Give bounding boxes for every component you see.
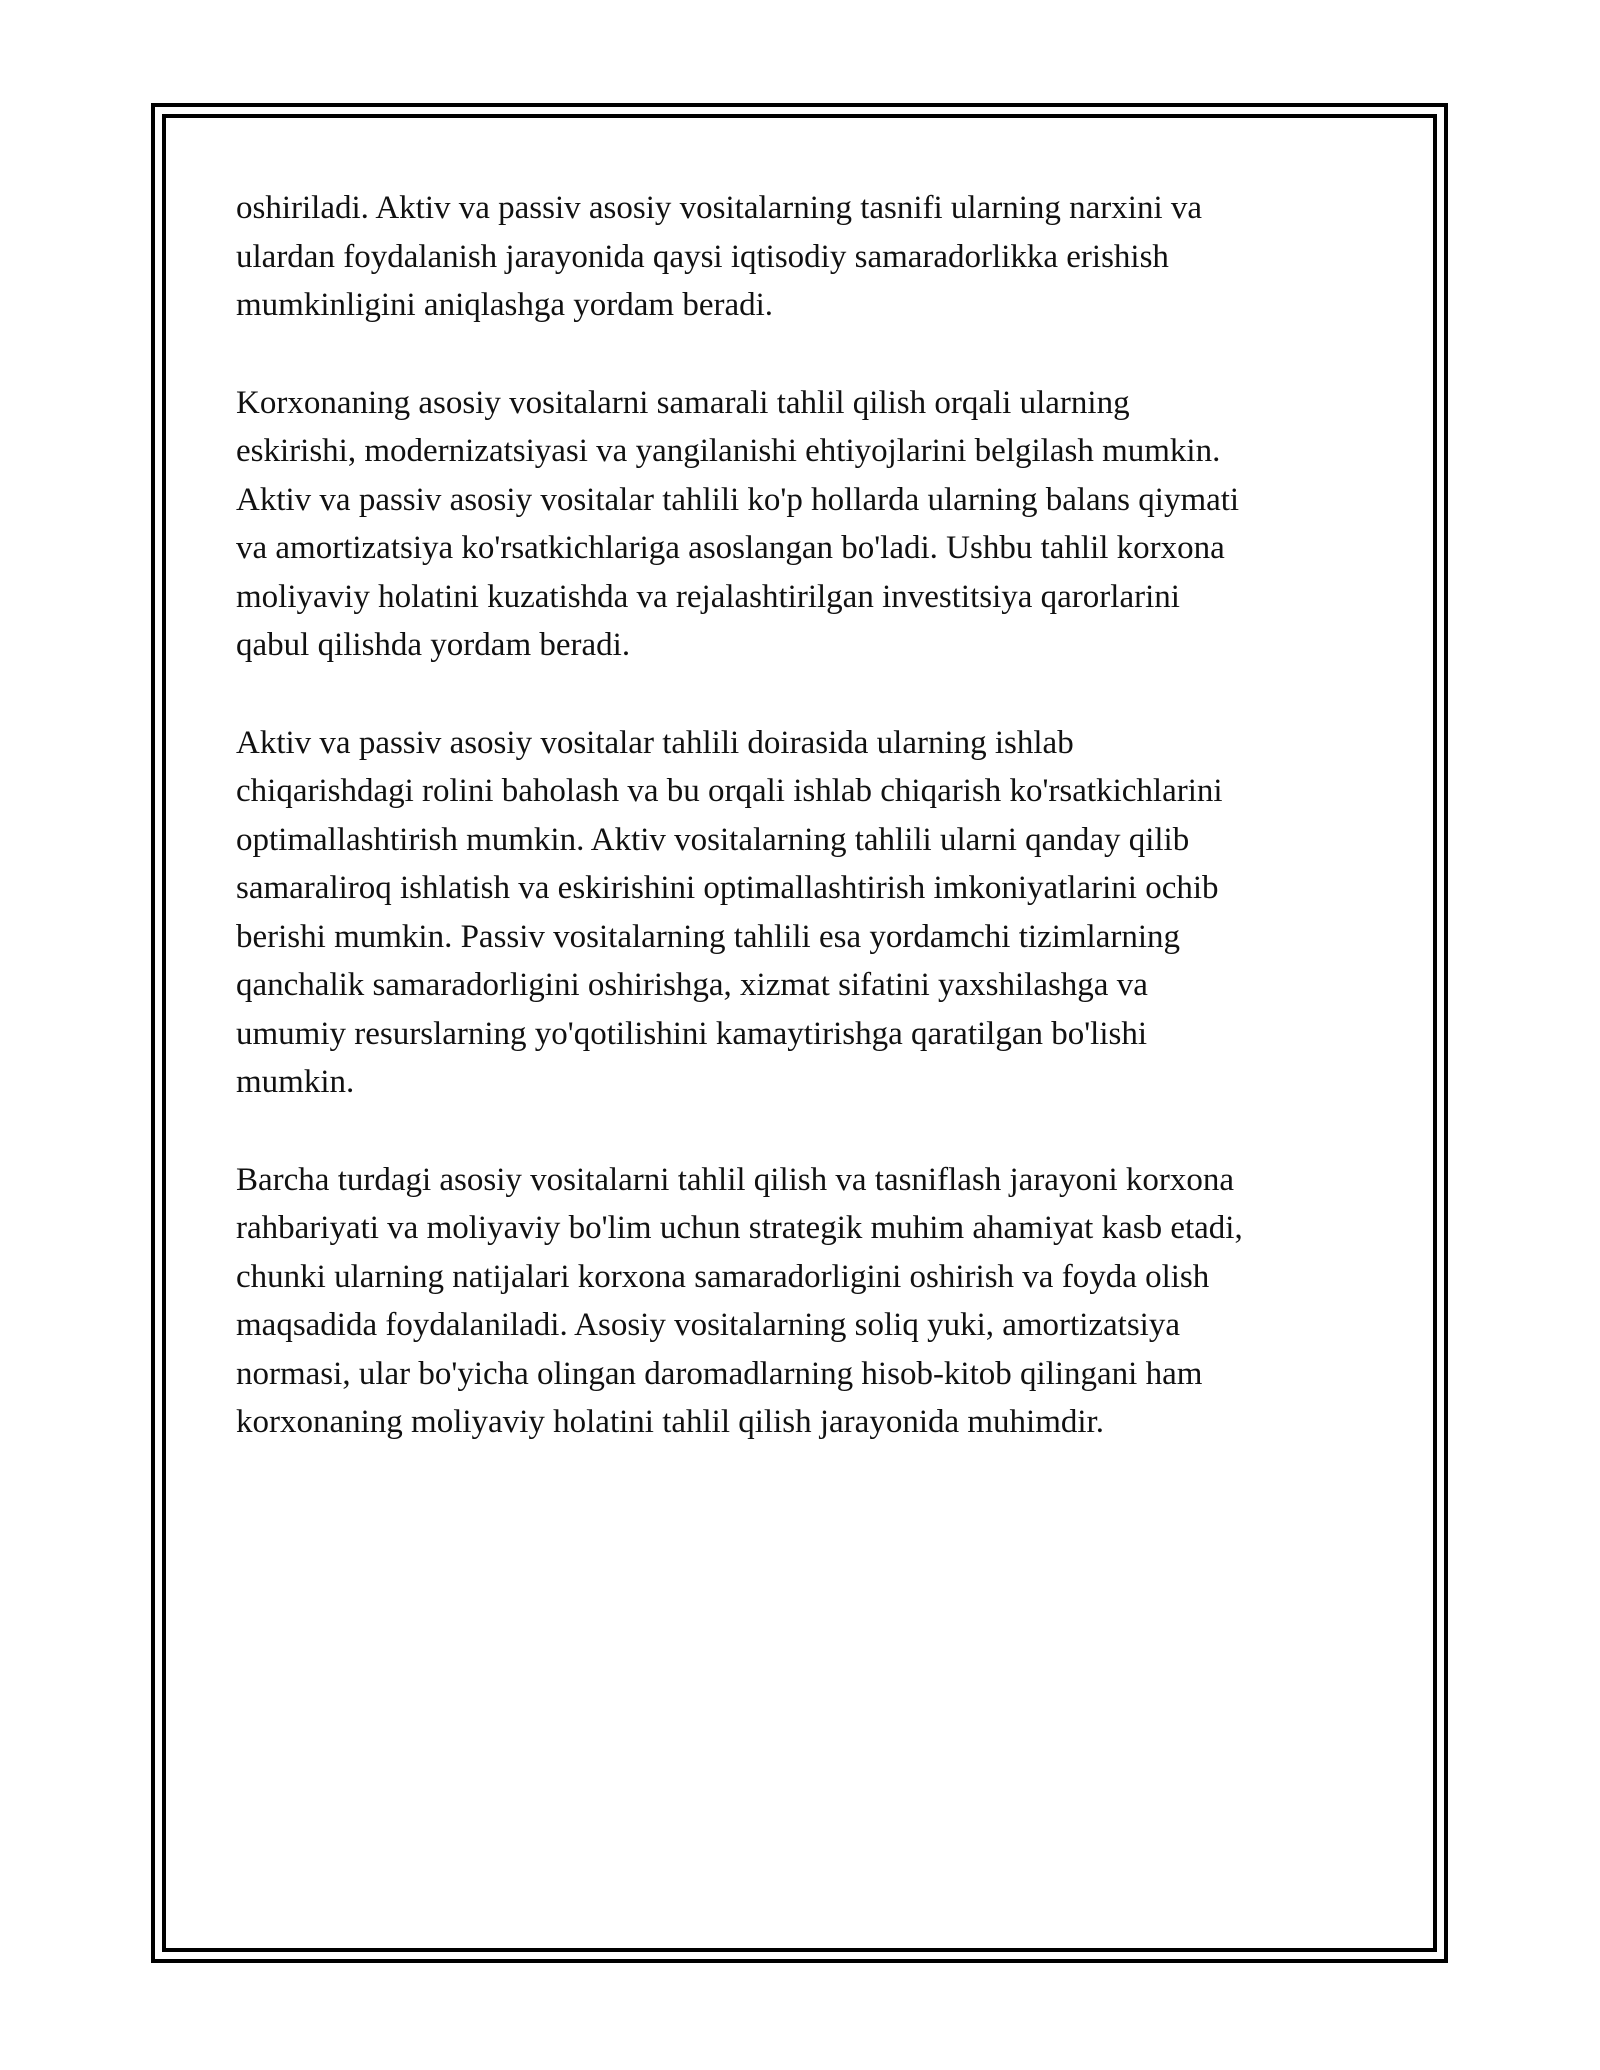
paragraph-4	[236, 1156, 1366, 1447]
text-line: Korxonaning asosiy vositalarni samarali tahlil qilish orqali ularning	[236, 384, 1130, 421]
text-line: Aktiv va passiv asosiy vositalar tahlili doirasida ularning ishlab	[236, 724, 1074, 761]
document-body	[236, 184, 1366, 1496]
text-line: korxonaning moliyaviy holatini tahlil qilish jarayonida muhimdir.	[236, 1404, 1104, 1440]
text-line: berishi mumkin. Passiv vositalarning tahlili esa yordamchi tizimlarning	[236, 918, 1181, 955]
text-line: chunki ularning natijalari korxona samaradorligini oshirish va foyda olish	[236, 1258, 1210, 1295]
text-line: normasi, ular bo'yicha olingan daromadlarning hisob-kitob qilingani ham	[236, 1355, 1203, 1392]
paragraph-2	[236, 379, 1366, 670]
paragraph-3	[236, 719, 1366, 1107]
text-line: Aktiv va passiv asosiy vositalar tahlili ko'p hollarda ularning balans qiymati	[236, 481, 1240, 518]
text-line: rahbariyati va moliyaviy bo'lim uchun strategik muhim ahamiyat kasb etadi,	[236, 1210, 1243, 1246]
text-line: maqsadida foydalaniladi. Asosiy vositalarning soliq yuki, amortizatsiya	[236, 1307, 1180, 1343]
text-line: umumiy resurslarning yo'qotilishini kamaytirishga qaratilgan bo'lishi	[236, 1015, 1148, 1052]
text-line: chiqarishdagi rolini baholash va bu orqali ishlab chiqarish ko'rsatkichlarini	[236, 773, 1223, 809]
text-line: va amortizatsiya ko'rsatkichlariga asoslangan bo'ladi. Ushbu tahlil korxona	[236, 530, 1225, 566]
text-line: moliyaviy holatini kuzatishda va rejalashtirilgan investitsiya qarorlarini	[236, 578, 1180, 615]
text-line: Barcha turdagi asosiy vositalarni tahlil qilish va tasniflash jarayoni korxona	[236, 1161, 1235, 1198]
text-line: ulardan foydalanish jarayonida qaysi iqtisodiy samaradorlikka erishish	[236, 238, 1169, 275]
text-line: optimallashtirish mumkin. Aktiv vositalarning tahlili ularni qanday qilib	[236, 821, 1190, 858]
text-line: qanchalik samaradorligini oshirishga, xizmat sifatini yaxshilashga va	[236, 967, 1148, 1003]
text-line: oshiriladi. Aktiv va passiv asosiy vositalarning tasnifi ularning narxini va	[236, 190, 1203, 226]
paragraph-1	[236, 184, 1366, 330]
text-line: samaraliroq ishlatish va eskirishini optimallashtirish imkoniyatlarini ochib	[236, 870, 1219, 906]
text-line: mumkinligini aniqlashga yordam beradi.	[236, 287, 774, 323]
text-line: qabul qilishda yordam beradi.	[236, 627, 631, 663]
text-line: eskirishi, modernizatsiyasi va yangilanishi ehtiyojlarini belgilash mumkin.	[236, 433, 1221, 469]
text-line: mumkin.	[236, 1064, 355, 1100]
